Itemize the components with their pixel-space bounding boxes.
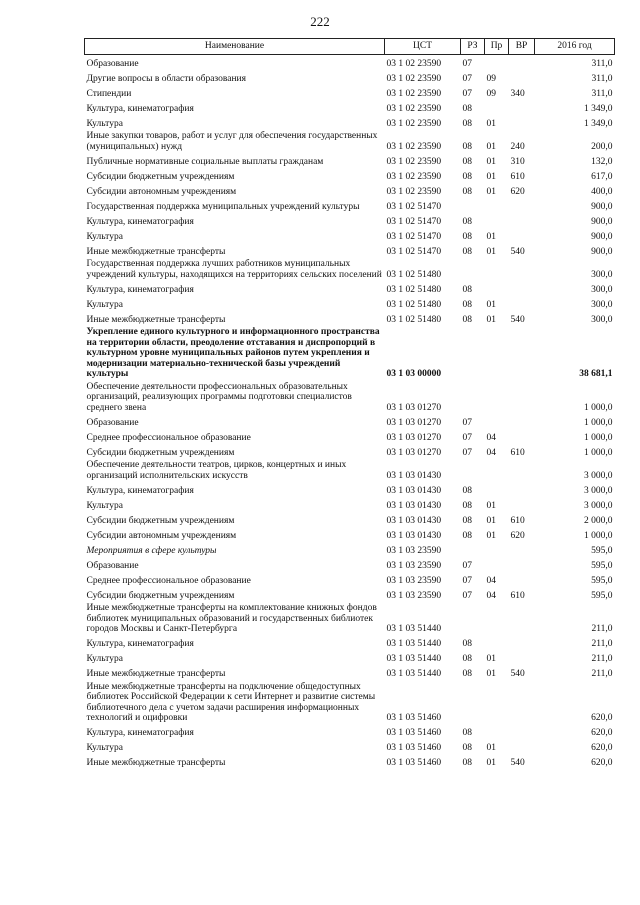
cell-vr: 240: [510, 141, 525, 152]
cell-name: Субсидии автономным учреждениям: [86, 530, 237, 541]
cell-csr: 03 1 02 23590: [386, 156, 442, 167]
cell-pr: 04: [486, 447, 496, 458]
cell-csr: 03 1 03 01270: [386, 447, 442, 458]
cell-pr: 04: [486, 575, 496, 586]
cell-amount: 211,0: [591, 669, 613, 679]
cell-vr: [509, 651, 535, 666]
cell-csr: 03 1 03 23590: [386, 545, 442, 556]
table-row: [85, 740, 615, 755]
cell-rz: [461, 542, 485, 557]
cell-vr: 610: [510, 447, 525, 458]
cell-csr: 03 1 02 51470: [386, 216, 442, 227]
table-row: [85, 429, 615, 444]
cell-amount: 132,0: [591, 156, 613, 167]
cell-amount: 1 000,0: [584, 432, 613, 443]
cell-csr: 03 1 03 51460: [386, 728, 442, 738]
cell-rz: 08: [462, 299, 472, 310]
cell-vr: [509, 70, 535, 85]
cell-csr: 03 1 02 51480: [386, 269, 442, 280]
cell-pr: 01: [486, 118, 496, 129]
cell-amount: 900,0: [591, 216, 613, 227]
cell-pr: 01: [486, 758, 496, 768]
table-header-row: [85, 39, 615, 55]
cell-vr: [509, 326, 535, 381]
cell-amount: 620,0: [591, 743, 613, 753]
cell-name: Иные межбюджетные трансферты: [86, 669, 226, 679]
cell-pr: 01: [486, 500, 496, 511]
cell-amount: 620,0: [591, 728, 613, 738]
cell-csr: 03 1 02 51470: [386, 231, 442, 242]
cell-pr: 01: [486, 246, 496, 257]
cell-csr: 03 1 03 01430: [386, 485, 442, 496]
table-row: [85, 482, 615, 497]
cell-rz: 08: [462, 314, 472, 325]
cell-amount: 311,0: [591, 88, 613, 99]
header-rz: РЗ: [461, 39, 485, 55]
cell-rz: 08: [462, 171, 472, 182]
cell-vr: [509, 542, 535, 557]
cell-pr: 01: [486, 743, 496, 753]
cell-pr: [485, 100, 509, 115]
cell-name: Субсидии бюджетным учреждениям: [86, 590, 235, 601]
cell-rz: 08: [462, 118, 472, 129]
cell-name: Иные закупки товаров, работ и услуг для обеспечения государственных (муниципальных) нужд: [86, 131, 378, 152]
cell-rz: [461, 381, 485, 415]
cell-vr: [509, 497, 535, 512]
cell-amount: 400,0: [591, 186, 613, 197]
cell-name: Субсидии автономным учреждениям: [86, 186, 237, 197]
cell-name: Субсидии бюджетным учреждениям: [86, 515, 235, 526]
cell-csr: 03 1 03 51440: [386, 654, 442, 664]
cell-rz: [461, 326, 485, 381]
cell-vr: [509, 115, 535, 130]
cell-csr: 03 1 02 23590: [386, 118, 442, 129]
cell-name: Культура, кинематография: [86, 639, 194, 649]
cell-amount: 300,0: [591, 314, 613, 325]
cell-pr: [485, 681, 509, 725]
cell-amount: 211,0: [591, 624, 613, 634]
table-row: [85, 153, 615, 168]
cell-amount: 617,0: [591, 171, 613, 182]
cell-csr: 03 1 02 23590: [386, 58, 442, 69]
table-row: [85, 296, 615, 311]
cell-pr: 01: [486, 669, 496, 679]
table-row: [85, 281, 615, 296]
cell-csr: 03 1 03 01270: [386, 432, 442, 443]
cell-csr: 03 1 03 23590: [386, 575, 442, 586]
cell-pr: 01: [486, 141, 496, 152]
cell-name: Иные межбюджетные трансферты: [86, 758, 226, 768]
cell-pr: 09: [486, 73, 496, 84]
cell-csr: 03 1 03 00000: [386, 369, 442, 379]
table-row: [85, 85, 615, 100]
cell-amount: 620,0: [591, 758, 613, 768]
table-body: [85, 55, 615, 770]
header-vr: ВР: [509, 39, 535, 55]
cell-amount: 1 000,0: [584, 417, 613, 428]
cell-rz: 08: [462, 758, 472, 768]
cell-rz: 08: [462, 186, 472, 197]
cell-vr: 620: [510, 186, 525, 197]
cell-amount: 38 681,1: [579, 369, 613, 379]
cell-name: Среднее профессиональное образование: [86, 575, 251, 586]
cell-pr: 01: [486, 654, 496, 664]
cell-csr: 03 1 02 23590: [386, 88, 442, 99]
cell-vr: [509, 740, 535, 755]
cell-pr: [485, 258, 509, 281]
cell-csr: 03 1 03 51440: [386, 639, 442, 649]
cell-name: Субсидии бюджетным учреждениям: [86, 171, 235, 182]
cell-amount: 900,0: [591, 231, 613, 242]
cell-rz: 08: [462, 728, 472, 738]
cell-vr: [509, 414, 535, 429]
cell-amount: 1 000,0: [584, 402, 613, 413]
table-row: [85, 725, 615, 740]
cell-csr: 03 1 03 01430: [386, 470, 442, 481]
table-row: [85, 542, 615, 557]
cell-amount: 311,0: [591, 73, 613, 84]
cell-pr: 01: [486, 156, 496, 167]
cell-csr: 03 1 03 51460: [386, 743, 442, 753]
cell-amount: 900,0: [591, 201, 613, 212]
table-row: [85, 228, 615, 243]
cell-pr: 04: [486, 432, 496, 443]
cell-vr: [509, 55, 535, 71]
cell-pr: [485, 414, 509, 429]
cell-amount: 2 000,0: [584, 515, 613, 526]
cell-amount: 595,0: [591, 545, 613, 556]
cell-name: Культура, кинематография: [86, 485, 194, 496]
cell-rz: [461, 459, 485, 482]
header-name: Наименование: [85, 39, 385, 55]
cell-csr: 03 1 03 01270: [386, 417, 442, 428]
cell-name: Другие вопросы в области образования: [86, 73, 246, 84]
cell-name: Укрепление единого культурного и информационного пространства на территории области, преодоление отставания и диспропорций в культурном уровне муниципальных районов путем укрепления и модернизации материально-технической базы учреждений культуры: [86, 327, 380, 379]
cell-pr: [485, 482, 509, 497]
cell-name: Мероприятия в сфере культуры: [86, 545, 217, 556]
cell-name: Иные межбюджетные трансферты: [86, 314, 226, 325]
cell-rz: [461, 258, 485, 281]
cell-rz: 08: [462, 284, 472, 295]
header-amount: 2016 год: [535, 39, 615, 55]
cell-vr: 610: [510, 515, 525, 526]
cell-vr: [509, 213, 535, 228]
cell-name: Культура: [86, 500, 123, 511]
table-row: [85, 557, 615, 572]
cell-rz: [461, 198, 485, 213]
cell-csr: 03 1 03 51440: [386, 669, 442, 679]
cell-pr: 01: [486, 515, 496, 526]
cell-vr: [509, 482, 535, 497]
cell-name: Среднее профессиональное образование: [86, 432, 251, 443]
cell-rz: 08: [462, 530, 472, 541]
cell-rz: 08: [462, 216, 472, 227]
cell-vr: [509, 572, 535, 587]
cell-amount: 300,0: [591, 284, 613, 295]
cell-vr: 610: [510, 171, 525, 182]
cell-amount: 3 000,0: [584, 470, 613, 481]
cell-name: Государственная поддержка лучших работников муниципальных учреждений культуры, находящихся на территориях сельских поселений: [86, 259, 382, 280]
cell-vr: [509, 228, 535, 243]
cell-name: Культура, кинематография: [86, 216, 194, 227]
table-row: [85, 414, 615, 429]
cell-name: Культура: [86, 118, 123, 129]
cell-name: Культура: [86, 231, 123, 242]
cell-csr: 03 1 03 51440: [386, 624, 442, 634]
table-row: [85, 115, 615, 130]
cell-rz: [461, 602, 485, 636]
table-row: [85, 70, 615, 85]
cell-vr: 310: [510, 156, 525, 167]
cell-csr: 03 1 02 51470: [386, 246, 442, 257]
cell-name: Культура: [86, 299, 123, 310]
cell-rz: 07: [462, 432, 472, 443]
cell-csr: 03 1 02 23590: [386, 171, 442, 182]
cell-pr: 01: [486, 231, 496, 242]
cell-amount: 620,0: [591, 713, 613, 723]
cell-vr: [509, 258, 535, 281]
cell-rz: 07: [462, 447, 472, 458]
table-row: [85, 572, 615, 587]
table-row: [85, 681, 615, 725]
cell-csr: 03 1 03 51460: [386, 713, 442, 723]
cell-csr: 03 1 03 01430: [386, 500, 442, 511]
cell-amount: 211,0: [591, 639, 613, 649]
cell-pr: 09: [486, 88, 496, 99]
cell-name: Обеспечение деятельности профессиональных образовательных организаций, реализующих программы подготовки специалистов среднего звена: [86, 381, 352, 413]
cell-vr: [509, 381, 535, 415]
cell-amount: 211,0: [591, 654, 613, 664]
table-row: [85, 527, 615, 542]
cell-vr: [509, 557, 535, 572]
cell-pr: [485, 55, 509, 71]
cell-rz: 08: [462, 231, 472, 242]
cell-pr: [485, 459, 509, 482]
cell-csr: 03 1 02 23590: [386, 186, 442, 197]
cell-rz: 08: [462, 515, 472, 526]
table-row: [85, 130, 615, 153]
cell-rz: 07: [462, 560, 472, 571]
table-row: [85, 243, 615, 258]
cell-name: Культура, кинематография: [86, 103, 194, 114]
table-row: [85, 755, 615, 770]
cell-name: Культура, кинематография: [86, 284, 194, 295]
cell-csr: 03 1 03 23590: [386, 590, 442, 601]
cell-pr: [485, 725, 509, 740]
cell-pr: 01: [486, 186, 496, 197]
table-row: [85, 444, 615, 459]
cell-amount: 311,0: [591, 58, 613, 69]
cell-name: Иные межбюджетные трансферты: [86, 246, 226, 257]
cell-pr: 01: [486, 171, 496, 182]
cell-pr: [485, 557, 509, 572]
cell-amount: 3 000,0: [584, 485, 613, 496]
cell-vr: 540: [510, 669, 525, 679]
cell-csr: 03 1 03 01270: [386, 402, 442, 413]
cell-vr: [509, 459, 535, 482]
table-row: [85, 55, 615, 71]
cell-name: Стипендии: [86, 88, 132, 99]
cell-amount: 1 349,0: [584, 103, 613, 114]
cell-csr: 03 1 03 23590: [386, 560, 442, 571]
table-row: [85, 311, 615, 326]
page-number: 222: [310, 14, 330, 29]
cell-name: Государственная поддержка муниципальных учреждений культуры: [86, 201, 360, 212]
table-row: [85, 459, 615, 482]
cell-rz: 08: [462, 654, 472, 664]
cell-amount: 1 000,0: [584, 447, 613, 458]
cell-vr: [509, 681, 535, 725]
cell-pr: [485, 542, 509, 557]
table-row: [85, 100, 615, 115]
cell-csr: 03 1 03 01430: [386, 530, 442, 541]
cell-rz: 08: [462, 103, 472, 114]
cell-rz: 07: [462, 575, 472, 586]
cell-amount: 200,0: [591, 141, 613, 152]
cell-name: Культура, кинематография: [86, 728, 194, 738]
table-row: [85, 636, 615, 651]
cell-csr: 03 1 02 51480: [386, 299, 442, 310]
cell-vr: [509, 198, 535, 213]
cell-pr: [485, 326, 509, 381]
cell-pr: [485, 281, 509, 296]
table-row: [85, 183, 615, 198]
cell-csr: 03 1 02 51470: [386, 201, 442, 212]
cell-amount: 1 000,0: [584, 530, 613, 541]
cell-rz: 08: [462, 141, 472, 152]
table-row: [85, 258, 615, 281]
cell-vr: 540: [510, 314, 525, 325]
cell-rz: 07: [462, 73, 472, 84]
cell-rz: 07: [462, 58, 472, 69]
cell-rz: 08: [462, 500, 472, 511]
cell-name: Субсидии бюджетным учреждениям: [86, 447, 235, 458]
cell-amount: 300,0: [591, 269, 613, 280]
table-row: [85, 168, 615, 183]
cell-pr: [485, 602, 509, 636]
cell-csr: 03 1 03 01430: [386, 515, 442, 526]
cell-rz: 08: [462, 743, 472, 753]
cell-amount: 595,0: [591, 560, 613, 571]
table-row: [85, 326, 615, 381]
cell-name: Образование: [86, 58, 139, 69]
cell-pr: 04: [486, 590, 496, 601]
cell-amount: 300,0: [591, 299, 613, 310]
cell-amount: 900,0: [591, 246, 613, 257]
header-csr: ЦСТ: [385, 39, 461, 55]
table-row: [85, 497, 615, 512]
cell-vr: 540: [510, 758, 525, 768]
cell-vr: [509, 725, 535, 740]
table-row: [85, 666, 615, 681]
cell-pr: [485, 213, 509, 228]
cell-csr: 03 1 02 23590: [386, 73, 442, 84]
cell-vr: 540: [510, 246, 525, 257]
cell-pr: 01: [486, 299, 496, 310]
header-pr: Пр: [485, 39, 509, 55]
cell-csr: 03 1 03 51460: [386, 758, 442, 768]
cell-rz: 07: [462, 590, 472, 601]
cell-vr: 340: [510, 88, 525, 99]
budget-table: [84, 38, 615, 770]
cell-rz: 08: [462, 246, 472, 257]
cell-name: Иные межбюджетные трансферты на комплектование книжных фондов библиотек муниципальных образований и государственных библиотек городов Москвы и Санкт-Петербурга: [86, 603, 377, 634]
cell-rz: 07: [462, 417, 472, 428]
cell-name: Образование: [86, 417, 139, 428]
cell-vr: 610: [510, 590, 525, 601]
table-row: [85, 213, 615, 228]
cell-amount: 595,0: [591, 590, 613, 601]
table-row: [85, 198, 615, 213]
cell-vr: [509, 296, 535, 311]
table-row: [85, 587, 615, 602]
cell-rz: 08: [462, 639, 472, 649]
cell-csr: 03 1 02 23590: [386, 141, 442, 152]
cell-name: Культура: [86, 743, 123, 753]
cell-amount: 3 000,0: [584, 500, 613, 511]
cell-vr: [509, 429, 535, 444]
cell-pr: 01: [486, 314, 496, 325]
cell-vr: [509, 636, 535, 651]
table-row: [85, 381, 615, 415]
table-row: [85, 651, 615, 666]
cell-rz: [461, 681, 485, 725]
cell-vr: [509, 281, 535, 296]
cell-csr: 03 1 02 51480: [386, 284, 442, 295]
cell-name: Обеспечение деятельности театров, цирков, концертных и иных организаций исполнительских искусств: [86, 460, 347, 481]
cell-rz: 07: [462, 88, 472, 99]
cell-rz: 08: [462, 156, 472, 167]
cell-vr: 620: [510, 530, 525, 541]
cell-vr: [509, 602, 535, 636]
cell-pr: [485, 198, 509, 213]
cell-name: Образование: [86, 560, 139, 571]
cell-name: Публичные нормативные социальные выплаты гражданам: [86, 156, 324, 167]
cell-name: Культура: [86, 654, 123, 664]
cell-amount: 595,0: [591, 575, 613, 586]
cell-csr: 03 1 02 51480: [386, 314, 442, 325]
cell-rz: 08: [462, 485, 472, 496]
cell-pr: [485, 636, 509, 651]
cell-amount: 1 349,0: [584, 118, 613, 129]
cell-vr: [509, 100, 535, 115]
table-row: [85, 512, 615, 527]
cell-rz: 08: [462, 669, 472, 679]
cell-pr: 01: [486, 530, 496, 541]
cell-name: Иные межбюджетные трансферты на подключение общедоступных библиотек Российской Федерации к сети Интернет и развитие системы библиотечного дела с учетом задачи расширения информационных технологий и оцифровки: [86, 681, 376, 723]
cell-pr: [485, 381, 509, 415]
table-row: [85, 602, 615, 636]
cell-csr: 03 1 02 23590: [386, 103, 442, 114]
